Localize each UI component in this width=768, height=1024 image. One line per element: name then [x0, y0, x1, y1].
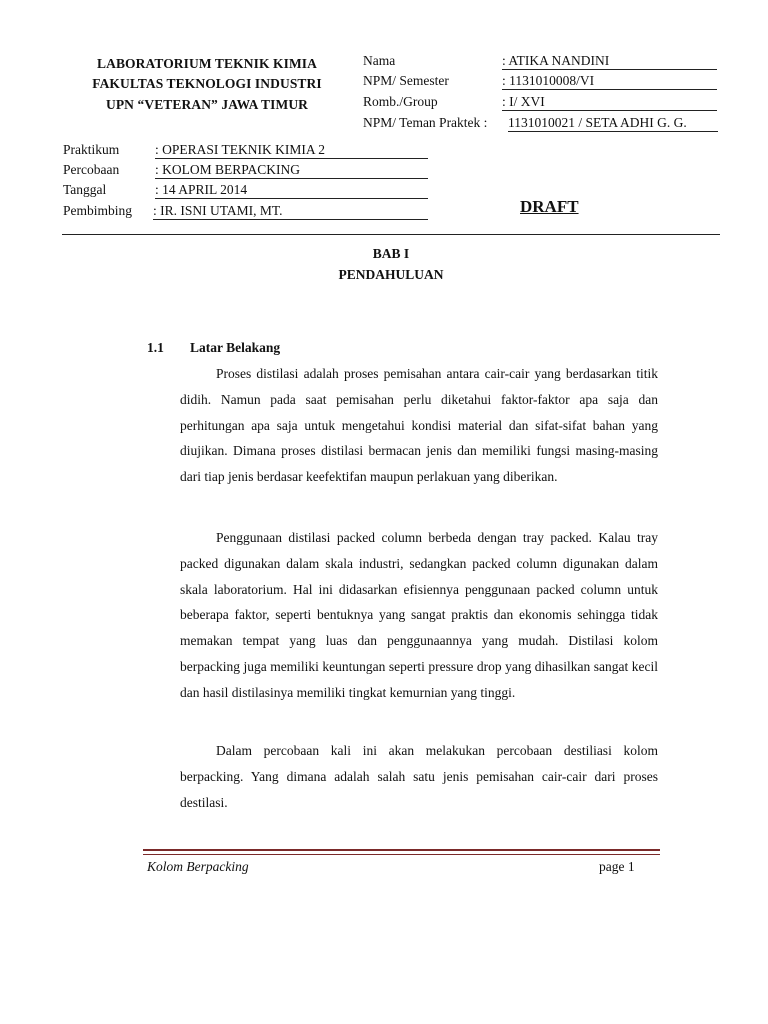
- section-title: Latar Belakang: [190, 340, 281, 355]
- chapter-title: PENDAHULUAN: [338, 267, 444, 282]
- prak-label-pembimbing: Pembimbing: [63, 203, 133, 218]
- university-name: UPN “VETERAN” JAWA TIMUR: [105, 97, 309, 112]
- info-label-npm: NPM/ Semester: [363, 73, 449, 88]
- footer-doc-title: Kolom Berpacking: [147, 859, 249, 874]
- prak-value-percobaan: : KOLOM BERPACKING: [155, 162, 428, 179]
- info-label-teman: NPM/ Teman Praktek :: [363, 115, 488, 130]
- prak-value-tanggal: : 14 APRIL 2014: [155, 182, 428, 199]
- info-value-npm: : 1131010008/VI: [502, 73, 717, 90]
- chapter-number: BAB I: [372, 246, 410, 261]
- info-value-group: : I/ XVI: [502, 94, 717, 111]
- header-divider: [62, 234, 720, 235]
- prak-label-percobaan: Percobaan: [63, 162, 120, 177]
- prak-value-pembimbing: : IR. ISNI UTAMI, MT.: [153, 203, 428, 220]
- prak-label-praktikum: Praktikum: [63, 142, 120, 157]
- info-label-group: Romb./Group: [363, 94, 438, 109]
- info-label-nama: Nama: [363, 53, 396, 68]
- faculty-name: FAKULTAS TEKNOLOGI INDUSTRI: [92, 76, 322, 91]
- paragraph-1: Proses distilasi adalah proses pemisahan antara cair-cair yang berdasarkan titik didih. Namun pada saat pemisahan perlu diketahui faktor-faktor apa saja dan perhitungan apa saja untuk mengetahui kondisi material dan sifat-sifat bahan yang diujikan. Dimana proses distilasi bermacan jenis dan memiliki fungsi masing-masing dari tiap jenis berdasar keefektifan maupun perlakuan yang diberikan.: [180, 366, 658, 485]
- lab-name: LABORATORIUM TEKNIK KIMIA: [96, 56, 318, 71]
- footer-rule-thick: [143, 849, 660, 851]
- page-number: page 1: [599, 859, 635, 874]
- footer-rule-thin: [143, 854, 660, 855]
- draft-label: DRAFT: [520, 197, 579, 216]
- section-number: 1.1: [147, 340, 164, 355]
- info-value-nama: : ATIKA NANDINI: [502, 53, 717, 70]
- paragraph-2: Penggunaan distilasi packed column berbeda dengan tray packed. Kalau tray packed digunakan dalam skala industri, sedangkan packed column digunakan dalam skala laboratorium. Hal ini didasarkan efisiennya penggunaan packed column untuk beberapa faktor, seperti bentuknya yang sangat praktis dan ekonomis sehingga tidak memakan tempat yang luas dan penggunaannya yang mudah. Distilasi kolom berpacking juga memiliki keuntungan seperti pressure drop yang dihasilkan sangat kecil dan hasil distilasinya memiliki tingkat kemurnian yang tinggi.: [180, 530, 658, 700]
- info-value-teman: 1131010021 / SETA ADHI G. G.: [508, 115, 718, 132]
- prak-value-praktikum: : OPERASI TEKNIK KIMIA 2: [155, 142, 428, 159]
- paragraph-3: Dalam percobaan kali ini akan melakukan percobaan destiliasi kolom berpacking. Yang dimana adalah salah satu jenis pemisahan cair-cair dari proses destilasi.: [180, 743, 658, 810]
- prak-label-tanggal: Tanggal: [63, 182, 107, 197]
